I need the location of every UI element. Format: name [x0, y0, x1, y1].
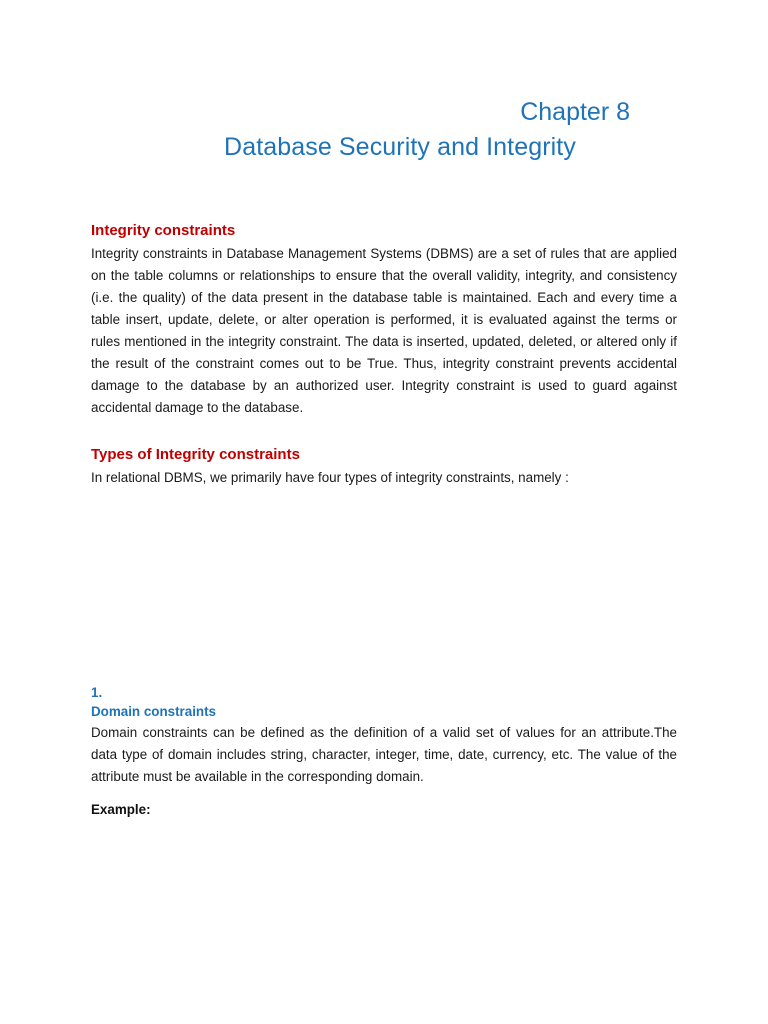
- page-title: Database Security and Integrity: [224, 133, 576, 161]
- chapter-number: Chapter 8: [520, 98, 630, 126]
- domain-constraints-paragraph: Domain constraints can be defined as the definition of a valid set of values for an attribute.The data type of domain includes string, character, integer, time, date, currency, etc. The value of the attribute must be available in the corresponding domain.: [91, 725, 677, 784]
- integrity-constraints-heading: Integrity constraints: [91, 222, 236, 239]
- types-intro-paragraph: In relational DBMS, we primarily have four types of integrity constraints, namely :: [91, 470, 569, 485]
- domain-constraints-heading: Domain constraints: [91, 704, 217, 719]
- example-label: Example:: [91, 802, 151, 817]
- list-number: 1.: [91, 685, 103, 700]
- integrity-constraints-paragraph: Integrity constraints in Database Management Systems (DBMS) are a set of rules that are applied on the table columns or relationships to ensure that the overall validity, integrity, and consistency (i.e. the quality) of the data present in the database table is maintained. Each and every time a table insert, update, delete, or alter operation is performed, it is evaluated against the terms or rules mentioned in the integrity constraint. The data is inserted, updated, deleted, or altered only if the result of the constraint comes out to be True. Thus, integrity constraint prevents accidental damage to the database by an authorized user. Integrity constraint is used to guard against accidental damage to the database.: [91, 246, 677, 415]
- types-heading: Types of Integrity constraints: [91, 446, 300, 463]
